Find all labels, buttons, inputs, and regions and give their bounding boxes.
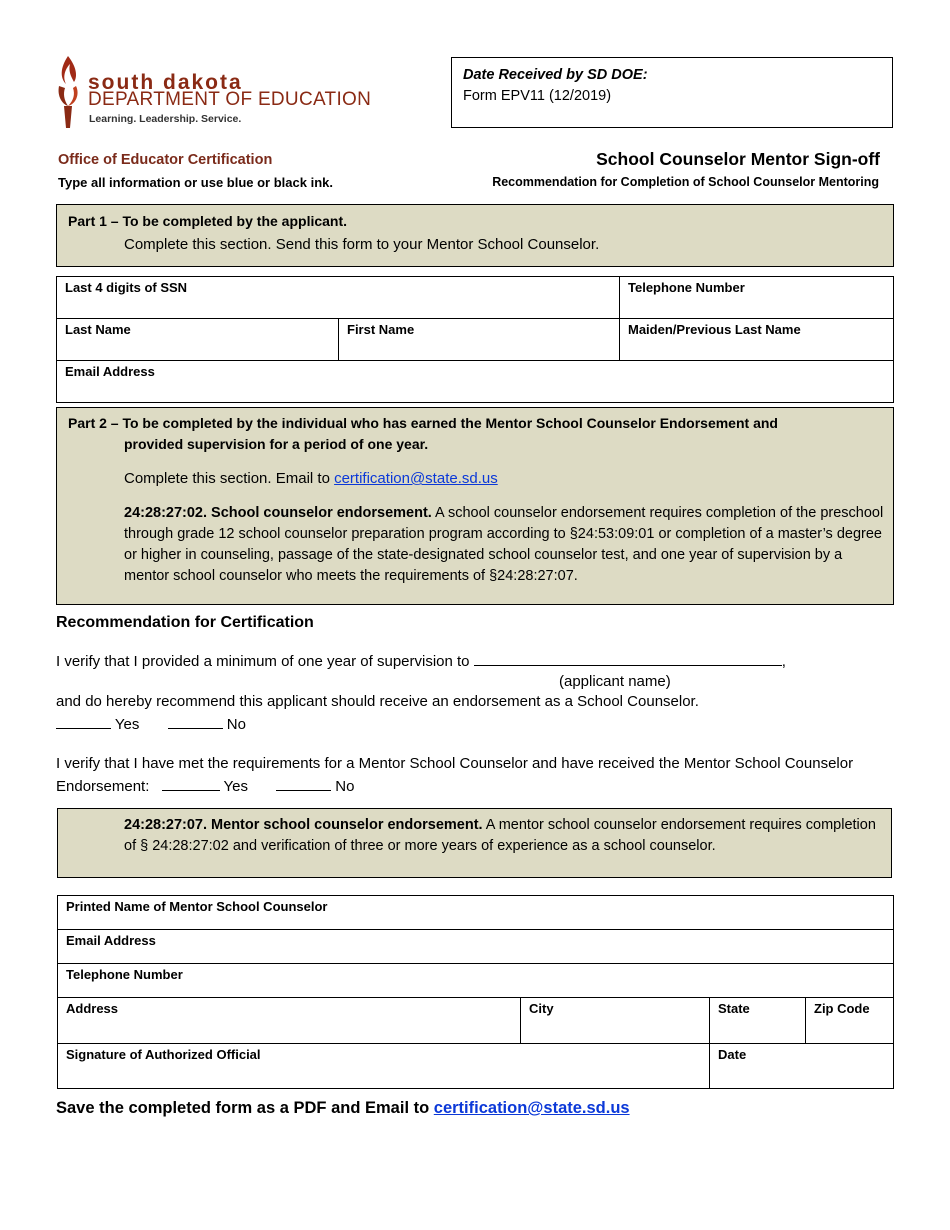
signature-field[interactable] — [58, 1044, 710, 1089]
part2-email-line — [124, 470, 498, 487]
mentor-email-field[interactable] — [58, 930, 894, 964]
logo-tagline: Learning. Leadership. Service. — [89, 113, 242, 125]
verify-mentor-line2 — [56, 776, 354, 795]
mentor-state-field[interactable] — [710, 998, 806, 1044]
recommend-yes-no — [56, 714, 246, 733]
recommend-yes-blank[interactable] — [56, 714, 111, 729]
mentor-email-label: Email Address — [66, 933, 156, 948]
part2-rule-text: A school counselor endorsement requires completion of the preschool through grade 12 school counselor preparation program according to §24:53:09:01 or completion of a master’s degree or higher in counseling, passage of the state-designated school counselor test, and one year of supervision by a mentor school counselor who meets the requirements of §24:28:27:07. — [124, 505, 884, 584]
date-field[interactable] — [710, 1044, 894, 1089]
recommend-text: and do hereby recommend this applicant should receive an endorsement as a School Counselor. — [56, 693, 699, 710]
part2-rule — [124, 503, 884, 587]
part2-email-prefix: Complete this section. Email to — [124, 470, 335, 487]
mentor-yes-label: Yes — [223, 778, 248, 795]
mentor-address-field[interactable] — [58, 998, 521, 1044]
last-name-field[interactable] — [57, 319, 339, 361]
date-label: Date — [718, 1047, 747, 1062]
mentor-name-label: Printed Name of Mentor School Counselor — [66, 899, 328, 914]
mentor-info-table — [57, 895, 894, 1089]
torch-flame-icon — [54, 54, 84, 130]
email-field[interactable] — [57, 361, 894, 403]
mentor-state-label: State — [718, 1001, 750, 1016]
recommendation-heading: Recommendation for Certification — [56, 614, 314, 631]
verify-supervision-text: I verify that I provided a minimum of one year of supervision to — [56, 653, 474, 670]
applicant-name-blank[interactable] — [474, 651, 782, 666]
applicant-name-hint: (applicant name) — [559, 673, 671, 690]
part2-heading-line1: Part 2 – To be completed by the individual who has earned the Mentor School Counselor Endorsement and — [68, 415, 778, 431]
part2-panel — [56, 407, 894, 605]
phone-label: Telephone Number — [628, 280, 745, 295]
mentor-rule — [124, 815, 884, 857]
mentor-no-blank[interactable] — [276, 776, 331, 791]
logo-line1: south dakota — [88, 71, 243, 94]
part2-heading-line2: provided supervision for a period of one year. — [124, 436, 429, 452]
mentor-city-field[interactable] — [521, 998, 710, 1044]
recommend-no-label: No — [226, 716, 246, 733]
applicant-info-table — [56, 276, 894, 403]
verify-mentor-line1: I verify that I have met the requirements for a Mentor School Counselor and have received the Mentor School Counselor — [56, 755, 854, 772]
mentor-yes-blank[interactable] — [162, 776, 220, 791]
first-name-label: First Name — [347, 322, 415, 337]
recommend-no-blank[interactable] — [168, 714, 223, 729]
endorsement-label: Endorsement: — [56, 778, 150, 795]
form-id: Form EPV11 (12/2019) — [463, 88, 612, 104]
signature-label: Signature of Authorized Official — [66, 1047, 261, 1062]
mentor-rule-title: 24:28:27:07. Mentor school counselor endorsement. — [124, 817, 483, 833]
part2-rule-title: 24:28:27:02. School counselor endorsement. — [124, 505, 432, 521]
form-subtitle: Recommendation for Completion of School Counselor Mentoring — [492, 175, 879, 189]
logo-line2: DEPARTMENT OF EDUCATION — [88, 89, 372, 110]
date-received-box — [451, 57, 893, 128]
maiden-name-field[interactable] — [620, 319, 894, 361]
email-label: Email Address — [65, 364, 155, 379]
sd-doe-logo — [54, 54, 384, 132]
ink-instructions: Type all information or use blue or black ink. — [58, 175, 333, 190]
form-title: School Counselor Mentor Sign-off — [596, 149, 880, 169]
mentor-rule-text: A mentor school counselor endorsement requires completion of § 24:28:27:02 and verification of three or more years of experience as a school counselor. — [124, 817, 876, 854]
verify-supervision-line: I verify that I provided a minimum of one year of supervision to , — [56, 653, 786, 670]
mentor-zip-field[interactable] — [806, 998, 894, 1044]
mentor-rule-panel — [57, 808, 892, 878]
ssn-label: Last 4 digits of SSN — [65, 280, 188, 295]
mentor-phone-field[interactable] — [58, 964, 894, 998]
last-name-label: Last Name — [65, 322, 131, 337]
mentor-name-field[interactable] — [58, 896, 894, 930]
mentor-city-label: City — [529, 1001, 554, 1016]
first-name-field[interactable] — [339, 319, 620, 361]
mentor-zip-label: Zip Code — [814, 1001, 870, 1016]
part1-text: Complete this section. Send this form to your Mentor School Counselor. — [124, 236, 600, 253]
footer-email-link[interactable]: certification@state.sd.us — [433, 1099, 630, 1117]
mentor-phone-label: Telephone Number — [66, 967, 183, 982]
maiden-name-label: Maiden/Previous Last Name — [628, 322, 801, 337]
recommend-yes-label: Yes — [114, 716, 140, 733]
footer-prefix: Save the completed form as a PDF and Email to — [56, 1099, 434, 1117]
mentor-address-label: Address — [66, 1001, 119, 1016]
footer-instructions — [56, 1099, 630, 1118]
ssn-field[interactable] — [57, 277, 620, 319]
mentor-no-label: No — [335, 778, 355, 795]
date-received-label: Date Received by SD DOE: — [463, 67, 648, 83]
phone-field[interactable] — [620, 277, 894, 319]
office-name: Office of Educator Certification — [58, 152, 273, 168]
part1-panel — [56, 204, 894, 267]
part1-heading: Part 1 – To be completed by the applicant. — [68, 213, 348, 229]
part2-email-link[interactable]: certification@state.sd.us — [334, 470, 498, 487]
